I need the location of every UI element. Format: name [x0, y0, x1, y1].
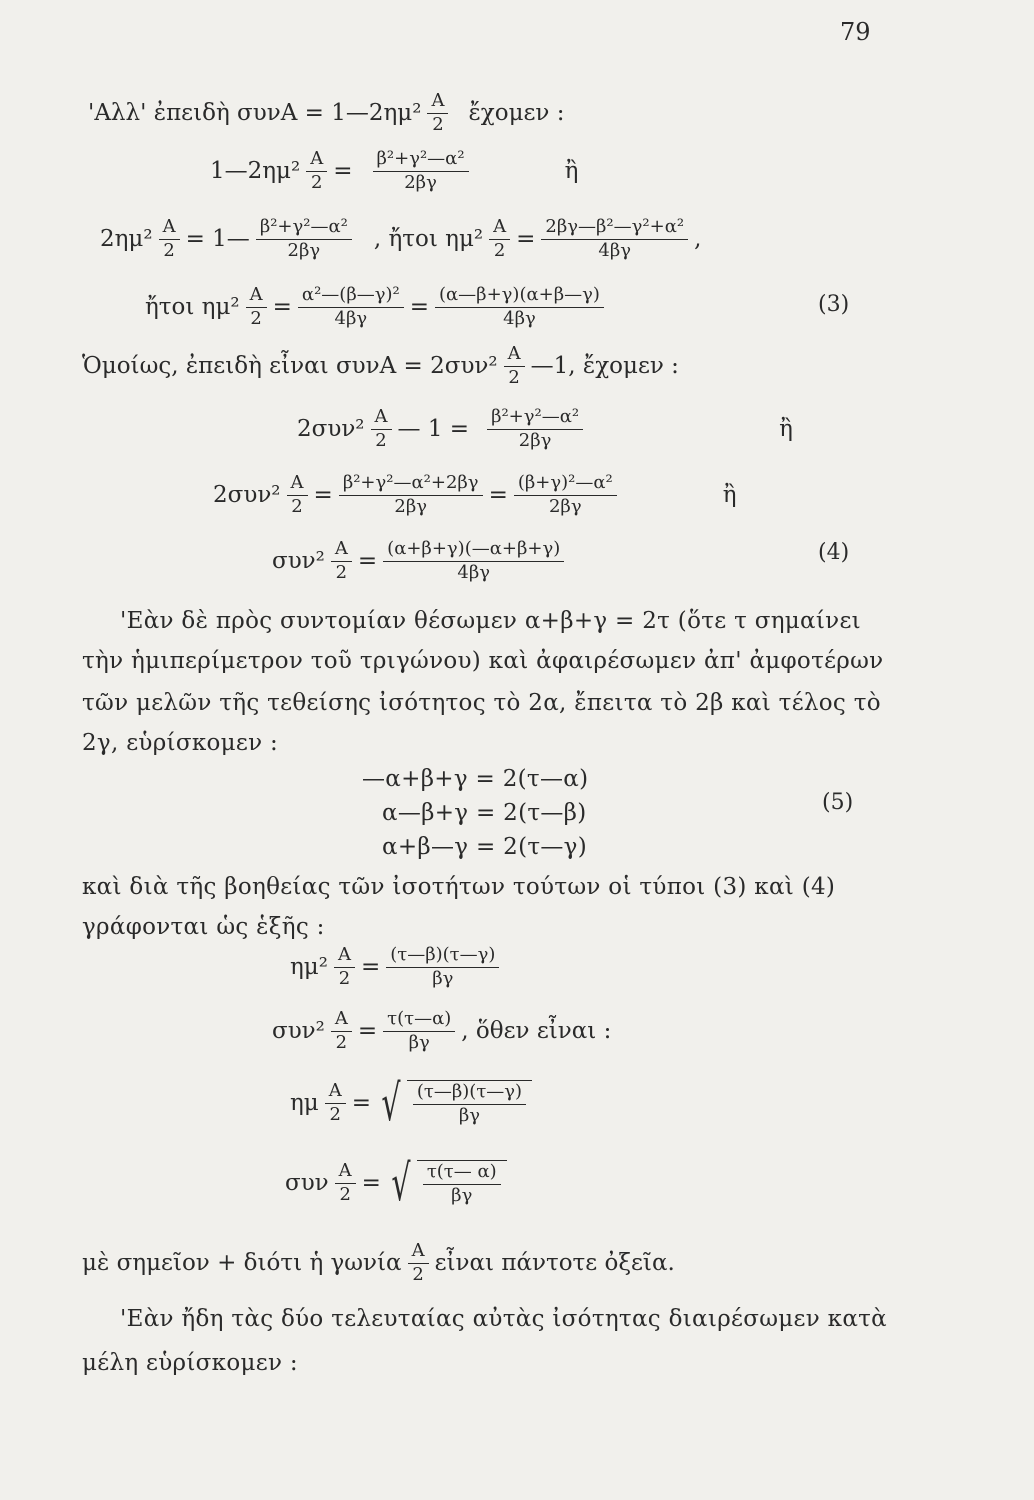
- denominator: 2: [291, 495, 303, 517]
- fraction: [383, 540, 564, 583]
- fraction: [427, 92, 448, 135]
- numerator: Α: [159, 218, 180, 240]
- denominator: 2: [250, 307, 262, 329]
- sign-line: [82, 1242, 675, 1285]
- fraction: [339, 474, 483, 517]
- eq-tail: ἢ: [779, 416, 793, 443]
- denominator: 2: [338, 967, 351, 989]
- equals-sign: =: [313, 482, 333, 509]
- denominator: 2: [432, 113, 444, 135]
- equation-6: [290, 946, 505, 989]
- denominator: 2βγ: [404, 171, 437, 193]
- paragraph-line: γράφονται ὡς ἑξῆς :: [82, 914, 325, 940]
- radicand: [407, 1080, 532, 1126]
- fraction: [334, 946, 355, 989]
- eq-lhs: ημ²: [290, 954, 328, 981]
- equals-sign: =: [333, 158, 353, 185]
- eq-lhs: 1—2ημ²: [210, 158, 301, 185]
- denominator: 4βγ: [334, 307, 368, 329]
- denominator: 2: [412, 1263, 424, 1285]
- equation-4b: [213, 474, 737, 517]
- numerator: β²+γ²—α²: [373, 150, 469, 172]
- radical-sign: √: [381, 1074, 401, 1132]
- equation-2: [100, 218, 701, 261]
- equation-9: [285, 1154, 507, 1212]
- denominator: 2: [335, 561, 348, 583]
- numerator: (τ—β)(τ—γ): [413, 1083, 526, 1105]
- eq-lhs: συν: [285, 1170, 329, 1196]
- equals-sign: =: [409, 294, 429, 321]
- denominator: 2: [493, 239, 506, 261]
- eq-lhs: 2συν²: [213, 482, 281, 509]
- fraction: [373, 150, 469, 193]
- numerator: β²+γ²—α²: [256, 218, 352, 240]
- denominator: 2: [163, 239, 175, 261]
- numerator: 2βγ—β²—γ²+α²: [541, 218, 688, 240]
- equation-4a: [297, 408, 793, 451]
- fraction: [371, 408, 392, 451]
- numerator: β²+γ²—α²+2βγ: [339, 474, 483, 496]
- equals-sign: =: [361, 1170, 381, 1196]
- fraction: [383, 1010, 455, 1053]
- fraction: [541, 218, 688, 261]
- equals-sign: =: [488, 482, 508, 509]
- equation-1: [210, 150, 578, 193]
- denominator: 2: [339, 1183, 351, 1205]
- paragraph-line: 2γ, εὑρίσκομεν :: [82, 730, 279, 756]
- intro-text: 'Αλλ' ἐπειδὴ συνΑ = 1—2ημ²: [88, 100, 422, 127]
- paragraph-line: μέλη εὑρίσκομεν :: [82, 1350, 298, 1376]
- paragraph-line: τὴν ἡμιπερίμετρον τοῦ τριγώνου) καὶ ἀφαιρέσωμεν ἀπ' ἀμφοτέρων: [82, 648, 884, 674]
- numerator: Α: [489, 218, 510, 240]
- eq-lhs: 2συν²: [297, 416, 365, 443]
- numerator: (α—β+γ)(α+β—γ): [435, 286, 604, 308]
- equals-sign: =: [357, 1018, 378, 1045]
- denominator: βγ: [408, 1031, 430, 1053]
- eq-mid: = 1—: [185, 226, 250, 253]
- intro-tail: ἔχομεν :: [468, 100, 565, 127]
- denominator: 2βγ: [518, 429, 552, 451]
- fraction: [331, 540, 352, 583]
- numerator: Α: [335, 1162, 356, 1184]
- fraction: [386, 946, 499, 989]
- equals-sign: =: [272, 294, 292, 321]
- square-root: [385, 1154, 507, 1212]
- equals-sign: =: [360, 954, 381, 981]
- denominator: 2: [329, 1103, 341, 1125]
- numerator: Α: [504, 345, 525, 367]
- square-root: [375, 1074, 532, 1132]
- denominator: 2βγ: [548, 495, 582, 517]
- numerator: Α: [325, 1082, 346, 1104]
- line-text: Ὁμοίως, ἐπειδὴ εἶναι συνΑ = 2συν²: [82, 353, 498, 380]
- fraction: [325, 1079, 346, 1125]
- numerator: Α: [331, 540, 352, 562]
- equation-8: [290, 1074, 532, 1132]
- fraction: [413, 1083, 526, 1126]
- fraction: [287, 474, 308, 517]
- radicand: [417, 1160, 507, 1206]
- numerator: (α+β+γ)(—α+β+γ): [383, 540, 564, 562]
- fraction: [298, 286, 404, 329]
- line-text: μὲ σημεῖον + διότι ἡ γωνία: [82, 1250, 402, 1277]
- denominator: 2: [375, 429, 387, 451]
- numerator: α²—(β—γ)²: [298, 286, 404, 308]
- fraction: [335, 1159, 356, 1205]
- line-tail: εἶναι πάντοτε ὀξεῖα.: [434, 1250, 675, 1277]
- eq-lhs: συν²: [272, 1018, 325, 1045]
- fraction: [514, 474, 617, 517]
- equation-5-line: —α+β+γ = 2(τ—α): [362, 766, 589, 792]
- fraction: [487, 408, 583, 451]
- denominator: βγ: [432, 967, 454, 989]
- intro-line: [88, 92, 564, 135]
- numerator: Α: [334, 946, 355, 968]
- equals-sign: =: [351, 1090, 372, 1116]
- denominator: 2: [310, 171, 323, 193]
- equation-label-3: (3): [818, 292, 850, 317]
- fraction: [435, 286, 604, 329]
- paragraph-line: τῶν μελῶν τῆς τεθείσης ἰσότητος τὸ 2α, ἔπειτα τὸ 2β καὶ τέλος τὸ: [82, 690, 881, 716]
- equation-3: [145, 286, 610, 329]
- page-number: 79: [840, 18, 871, 46]
- eq-lhs: ἤτοι ημ²: [145, 294, 240, 321]
- denominator: 2: [335, 1031, 348, 1053]
- eq-tail: ,: [694, 226, 702, 253]
- equation-4c: [272, 540, 570, 583]
- eq-tail: , ὅθεν εἶναι :: [461, 1018, 612, 1045]
- equation-label-5: (5): [822, 790, 854, 815]
- denominator: 2βγ: [394, 495, 427, 517]
- equals-sign: =: [516, 226, 536, 253]
- eq-lhs: 2ημ²: [100, 226, 153, 253]
- eq-tail: ἢ: [564, 158, 579, 185]
- numerator: Α: [331, 1010, 352, 1032]
- denominator: βγ: [458, 1105, 481, 1126]
- paragraph-line: 'Εὰν ἤδη τὰς δύο τελευταίας αὐτὰς ἰσότητας διαιρέσωμεν κατὰ: [120, 1306, 888, 1332]
- equals-sign: =: [357, 548, 378, 575]
- denominator: 4βγ: [503, 307, 536, 329]
- fraction: [504, 345, 525, 388]
- fraction: [408, 1242, 429, 1285]
- denominator: βγ: [451, 1185, 473, 1206]
- radical-sign: √: [391, 1154, 411, 1212]
- equation-label-4: (4): [818, 540, 850, 565]
- fraction: [489, 218, 510, 261]
- equation-7: [272, 1010, 611, 1053]
- numerator: Α: [371, 408, 392, 430]
- fraction: [159, 218, 180, 261]
- equation-5-line: α—β+γ = 2(τ—β): [382, 800, 587, 826]
- denominator: 4βγ: [598, 239, 632, 261]
- fraction: [256, 218, 352, 261]
- eq-tail: ἢ: [722, 482, 737, 509]
- fraction: [331, 1010, 352, 1053]
- line-tail: —1, ἔχομεν :: [530, 353, 679, 380]
- numerator: Α: [306, 150, 327, 172]
- numerator: Α: [408, 1242, 429, 1264]
- fraction: [306, 150, 327, 193]
- fraction: [423, 1163, 501, 1206]
- denominator: 2: [508, 366, 520, 388]
- numerator: Α: [246, 286, 267, 308]
- fraction: [246, 286, 267, 329]
- denominator: 2βγ: [287, 239, 321, 261]
- eq-lhs: συν²: [272, 548, 325, 575]
- denominator: 4βγ: [457, 561, 491, 583]
- eq-mid: — 1 =: [397, 416, 470, 443]
- numerator: β²+γ²—α²: [487, 408, 583, 430]
- numerator: τ(τ— α): [423, 1163, 501, 1185]
- paragraph-line: 'Εὰν δὲ πρὸς συντομίαν θέσωμεν α+β+γ = 2τ (ὅτε τ σημαίνει: [120, 608, 861, 634]
- eq-lhs: ημ: [290, 1090, 319, 1116]
- numerator: τ(τ—α): [383, 1010, 455, 1032]
- numerator: (τ—β)(τ—γ): [386, 946, 499, 968]
- equation-5-line: α+β—γ = 2(τ—γ): [382, 834, 587, 860]
- paragraph-line: καὶ διὰ τῆς βοηθείας τῶν ἰσοτήτων τούτων οἱ τύποι (3) καὶ (4): [82, 874, 836, 900]
- eq-connector: , ἤτοι ημ²: [373, 226, 484, 253]
- numerator: (β+γ)²—α²: [514, 474, 617, 496]
- numerator: Α: [427, 92, 448, 114]
- similarly-line: [82, 345, 679, 388]
- numerator: Α: [287, 474, 308, 496]
